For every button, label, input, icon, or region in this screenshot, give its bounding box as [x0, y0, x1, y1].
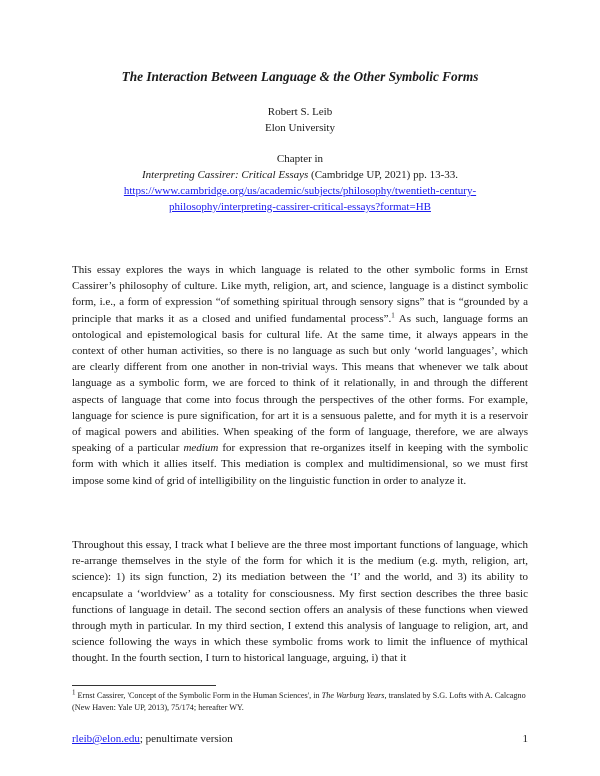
chapter-label: Chapter in [276, 153, 324, 165]
footnote-text-a: Ernst Cassirer, 'Concept of the Symbolic Form in the Human Sciences', in [75, 691, 322, 700]
paper-title: The Interaction Between Language & the Other Symbolic Forms [121, 69, 479, 84]
footer-email-link[interactable]: rleib@elon.edu [72, 733, 140, 745]
author-affiliation: Elon University [265, 122, 335, 134]
book-title: Interpreting Cassirer: Critical Essays [141, 169, 309, 181]
body-paragraph-1 [72, 262, 528, 489]
footnote-1 [72, 690, 528, 715]
p1-text-b: As such, language forms an ontological and epistemological basis for cultural life. At the same time, it always appears in the context of other human activities, so there is no language as such but only ‘world languages’, which are clearly different from one another in non-trivial ways. This means that whenever we talk about language as a symbolic form, we are forced to think of it relationally, in and through the different aspects of language that come into focus through the perspectives of the other forms. For example, language for science is pure signification, for art it is a sensuous palette, and for myth it is a reservoir of magical powers and abilities. When speaking of the form of language, therefore, we are always speaking of a particular [72, 312, 529, 455]
p1-text-c: for expression that re-organizes itself in keeping with the symbolic form with which it allies itself. This mediation is complex and multidimensional, so we must first impose some kind of grid of intelligibility on the linguistic function in order to analyze it. [72, 442, 528, 487]
author-block [0, 104, 600, 136]
book-url-line1[interactable]: https://www.cambridge.org/us/academic/subjects/philosophy/twentieth-century- [123, 185, 477, 197]
body-paragraph-2: Throughout this essay, I track what I believe are the three most important functions of language, which re-arrange themselves in the style of the form for which it is the medium (e.g. myth, religion, art, science): 1) its sign function, 2) its mediation between the ‘I’ and the world, and 3) its ability to encapsulate a ‘worldview’ as a totality for consciousness. My first section describes the three basic functions of language in detail. The second section offers an analysis of these functions when viewed through myth in particular. In my third section, I extend this analysis of language to religion, art, and science following the ways in which these symbolic froms work to limit the influence of mythical thought. In the fourth section, I turn to historical language, arguing, i) that it [72, 539, 528, 665]
p1-emphasis: medium [183, 442, 219, 455]
book-url-line1-wrap [0, 183, 600, 199]
footnote-number: 1 [72, 688, 76, 697]
author-name: Robert S. Leib [267, 106, 333, 118]
p1-text-a: This essay explores the ways in which language is related to the other symbolic forms in Ernst Cassirer’s philosophy of culture. Like myth, religion, art, and science, language is a distinct symbolic form, i.e., a form of expression “of something spiritual through sensory signs” that is “grounded by a principle that marks it as a closed and unified fundamental process”. [72, 264, 528, 325]
footnote-text-b: , translated by S.G. Lofts with A. Calcagno (New Haven: Yale UP, 2013), 75/174; hereafter WY. [72, 691, 526, 713]
footer-note: ; penultimate version [139, 733, 233, 745]
page-number: 1 [522, 733, 528, 745]
footnote-ref-1[interactable]: 1 [391, 310, 395, 319]
book-url-line2-wrap [0, 199, 600, 215]
book-url-line2[interactable]: philosophy/interpreting-cassirer-critical-essays?format=HB [169, 201, 431, 213]
footnote-divider [72, 685, 216, 686]
footnote-book-title: The Warburg Years [321, 691, 385, 700]
book-citation [0, 167, 600, 183]
chapter-citation [0, 151, 600, 215]
page-footer [72, 732, 528, 746]
publisher-info: (Cambridge UP, 2021) pp. 13-33. [308, 169, 459, 181]
